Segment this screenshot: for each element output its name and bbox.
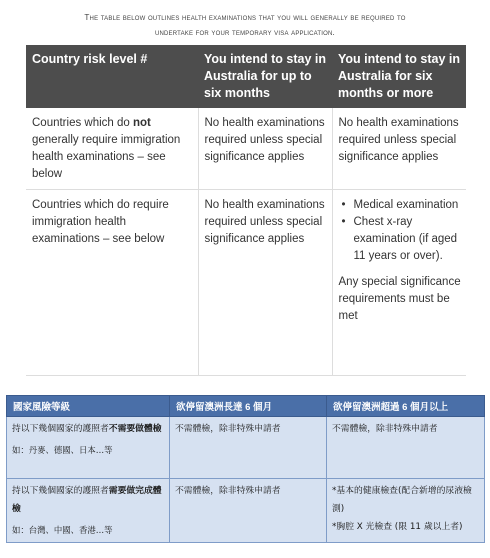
english-health-table (26, 45, 466, 376)
example-countries: 如：丹麥、德國、日本…等 (12, 445, 113, 455)
requirement-list (339, 197, 463, 265)
table-caption (0, 10, 490, 40)
table-row (26, 108, 466, 190)
chinese-health-table (6, 395, 485, 543)
caption-line-1: The table below outlines health examinations that you will generally be required to (84, 13, 406, 22)
cell-country-risk (26, 108, 198, 190)
caption-line-2: undertake for your temporary visa application. (154, 28, 336, 37)
zh-cell-long-stay (327, 479, 485, 543)
list-item: • Chest x-ray examination (if aged 11 years or over). (339, 214, 463, 265)
cell-text: generally require immigration health examinations – see below (32, 134, 181, 180)
header-country-risk: Country risk level # (26, 45, 198, 108)
zh-cell-short-stay: 不需體檢，除非特殊申請者 (170, 417, 327, 479)
zh-cell-country-risk (7, 479, 170, 543)
cell-text (12, 420, 164, 438)
zh-cell-short-stay: 不需體檢，除非特殊申請者 (170, 479, 327, 543)
cell-emphasis: 不需要做體檢 (108, 424, 162, 434)
cell-text (12, 482, 164, 518)
special-significance-note: Any special significance requirements must be met (338, 276, 461, 322)
example-countries: 如：台灣、中國、香港…等 (12, 525, 113, 535)
cell-text: 持以下幾個國家的護照者 (12, 486, 109, 496)
cell-country-risk: Countries which do require immigration health examinations – see below (26, 190, 198, 376)
cell-emphasis: 需要做完成體檢 (12, 486, 162, 514)
zh-header-country-risk: 國家風險等級 (7, 396, 170, 417)
cell-text: 持以下幾個國家的護照者 (12, 424, 109, 434)
cell-short-stay: No health examinations required unless special significance applies (198, 190, 332, 376)
table-row (7, 479, 485, 543)
zh-cell-long-stay: 不需體檢，除非特殊申請者 (327, 417, 485, 479)
requirement-item: *胸腔 X 光檢查 (限 11 歲以上者) (332, 522, 463, 532)
cell-short-stay: No health examinations required unless special significance applies (198, 108, 332, 190)
cell-long-stay: No health examinations required unless special significance applies (332, 108, 466, 190)
zh-header-over-six-months: 欲停留澳洲超過 6 個月以上 (327, 396, 485, 417)
cell-long-stay (332, 190, 466, 376)
requirement-item: *基本的健康檢查(配合新增的尿液檢測) (332, 486, 472, 514)
zh-header-up-to-six-months: 欲停留澳洲長達 6 個月 (170, 396, 327, 417)
header-six-months-or-more: You intend to stay in Australia for six months or more (332, 45, 466, 108)
cell-text: Countries which do (32, 117, 133, 129)
cell-emphasis: not (133, 117, 151, 129)
list-item: • Medical examination (339, 197, 463, 214)
chinese-header-row (7, 396, 485, 417)
header-up-to-six-months: You intend to stay in Australia for up to six months (198, 45, 332, 108)
zh-cell-country-risk (7, 417, 170, 479)
table-row (7, 417, 485, 479)
english-header-row (26, 45, 466, 108)
table-row (26, 190, 466, 376)
